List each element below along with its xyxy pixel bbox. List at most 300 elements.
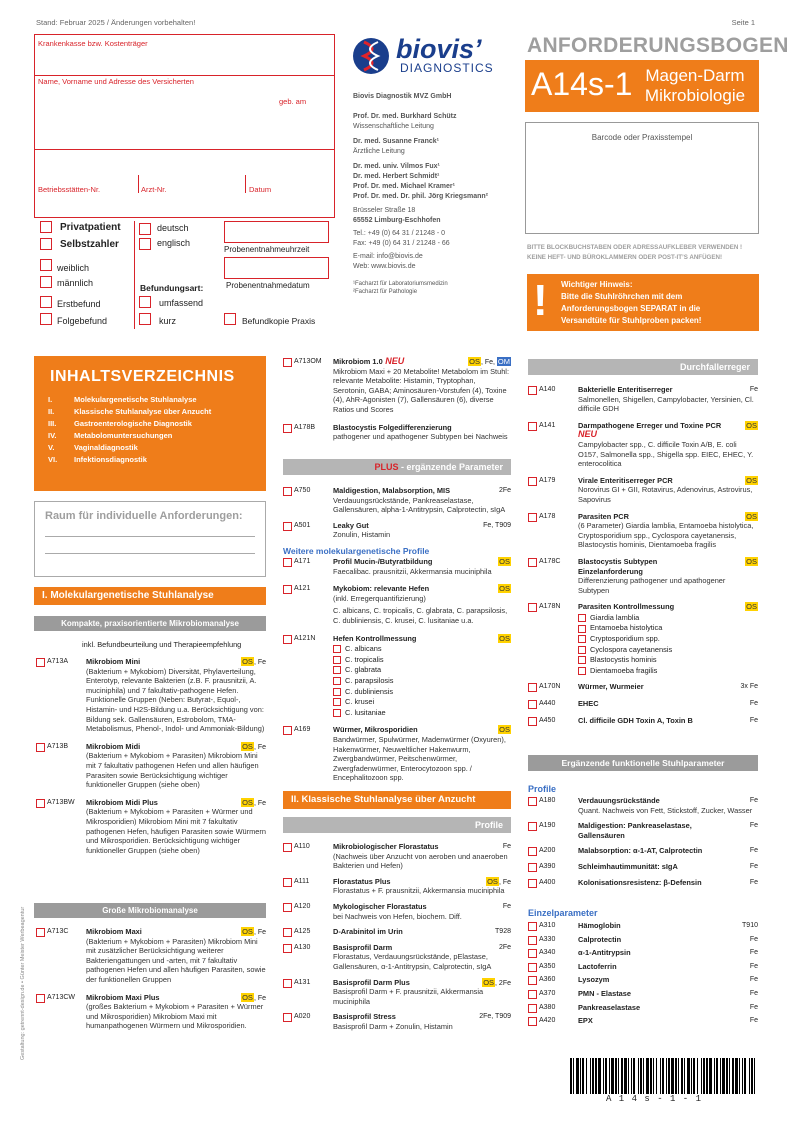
toc-num: III. (48, 419, 57, 428)
tag-text: Fe (749, 847, 758, 855)
item-title: Leaky Gut (333, 520, 369, 530)
barcode-bar (590, 1058, 591, 1094)
item-desc: Bandwürmer, Spulwürmer, Madenwürmer (Oxyuren), Hakenwürmer, Neuweltlicher Hakenwurm, Zwergbandwürmer, Peitschenwürmer, Zwergfadenwürmer, Enterocytozoon spp. / Encephalitozoon spp. (333, 734, 506, 783)
barcode-bar (611, 1058, 614, 1094)
sub-checkbox[interactable] (578, 614, 586, 622)
toc-label: Klassische Stuhlanalyse über Anzucht (74, 407, 212, 416)
sub-option[interactable] (333, 687, 511, 697)
warning-3: Versandtüte für Stuhlproben packen! (561, 316, 702, 325)
logo-sub: DIAGNOSTICS (400, 61, 494, 75)
sub-label: Cryptosporidium spp. (590, 634, 660, 644)
request-item[interactable] (528, 935, 758, 945)
item-code: A713CW (47, 993, 76, 1001)
request-item[interactable] (36, 657, 266, 734)
item-title: Würmer, Mikrosporidien (333, 725, 418, 735)
os-badge: OS (746, 475, 757, 485)
om-badge: OM (497, 357, 510, 366)
sub-checkbox[interactable] (333, 688, 341, 696)
item-tag (745, 557, 758, 568)
request-item[interactable] (283, 357, 511, 415)
profile-header-mid: Profile (283, 817, 511, 833)
kurz-option[interactable]: kurz (139, 313, 176, 325)
item-code: A713B (47, 742, 69, 750)
request-item[interactable] (283, 486, 511, 515)
kurz-checkbox[interactable] (139, 313, 151, 325)
item-code: A110 (294, 843, 310, 850)
toc-num: IV. (48, 431, 57, 440)
sub-option[interactable] (333, 655, 511, 665)
tag-text: Fe (749, 949, 758, 957)
request-item[interactable] (528, 699, 758, 709)
status-line: Stand: Februar 2025 / Änderungen vorbehalten! (36, 18, 196, 27)
item-checkbox[interactable] (283, 928, 292, 937)
tag-text: Fe (749, 962, 758, 970)
item-code: A750 (294, 487, 311, 494)
item-code: A178 (539, 512, 556, 520)
weiblich-checkbox[interactable] (40, 259, 52, 271)
item-code: A131 (294, 978, 311, 986)
request-item[interactable] (528, 682, 758, 692)
sub-checkbox[interactable] (333, 709, 341, 717)
request-item[interactable] (528, 602, 758, 675)
item-tag (482, 978, 511, 989)
request-item[interactable] (283, 725, 511, 783)
umfassend-option[interactable]: umfassend (139, 296, 203, 308)
item-title: Mikrobiom Maxi (86, 927, 142, 936)
barcode-stamp-label: Barcode oder Praxisstempel (591, 133, 693, 142)
erst-option[interactable]: Erstbefund (40, 296, 101, 308)
item-desc: (6 Parameter) Giardia lamblia, Entamoeba histolytica, Cryptosporidium spp., Cyclospora cayetanensis, Blastocystis hominis, Dientamoeba fragilis (578, 521, 754, 550)
item-checkbox[interactable] (528, 477, 537, 486)
barcode-bar (576, 1058, 579, 1094)
item-code: A713BW (47, 798, 75, 806)
toc-item (48, 418, 266, 430)
maennlich-option[interactable]: männlich (40, 276, 93, 288)
request-item[interactable] (528, 716, 758, 726)
item-checkbox[interactable] (36, 928, 45, 937)
item-checkbox[interactable] (36, 994, 45, 1003)
barcode-bar (749, 1058, 750, 1094)
toc-list (48, 394, 266, 466)
plus-label: PLUS (374, 462, 399, 472)
item-desc: pathogener und apathogener Subtypen bei Nachweis (333, 432, 508, 442)
logo-name: biovis’ (396, 34, 482, 64)
form-code-box (525, 60, 759, 112)
item-tag (241, 742, 266, 753)
deutsch-checkbox[interactable] (139, 223, 151, 235)
lab-tel: Tel.: +49 (0) 64 31 / 21248 - 0 (353, 230, 446, 237)
sub-checkbox[interactable] (333, 677, 341, 685)
form-sub2: Mikrobiologie (644, 86, 746, 105)
kopie-checkbox[interactable] (224, 313, 236, 325)
form-code: A14s-1 (531, 66, 633, 102)
barcode-bar (722, 1058, 725, 1094)
barcode-bar (631, 1058, 632, 1094)
request-item[interactable] (528, 862, 758, 872)
request-item[interactable] (528, 948, 758, 958)
item-code: A141 (539, 421, 556, 429)
item-checkbox[interactable] (528, 558, 537, 567)
item-checkbox[interactable] (36, 658, 45, 667)
sub-checkbox[interactable] (578, 646, 586, 654)
barcode-bar (615, 1058, 617, 1094)
form-title: ANFORDERUNGSBOGEN (527, 34, 789, 57)
tag-text: Fe (749, 1003, 758, 1011)
request-item[interactable] (283, 927, 511, 937)
item-checkbox[interactable] (528, 990, 537, 999)
sub-checkbox[interactable] (333, 666, 341, 674)
item-checkbox[interactable] (528, 847, 537, 856)
item-title: D-Arabinitol im Urin (333, 927, 403, 937)
item-code: A178B (294, 423, 316, 431)
tag-text: 2Fe (498, 943, 511, 951)
item-checkbox[interactable] (283, 726, 292, 735)
item-checkbox[interactable] (528, 936, 537, 945)
request-item[interactable] (283, 634, 511, 718)
item-code: A713A (47, 658, 69, 665)
section-1-header: I. Molekulargenetische Stuhlanalyse (34, 587, 266, 605)
sub-checkbox[interactable] (578, 667, 586, 675)
item-checkbox[interactable] (528, 1004, 537, 1013)
tag-text: , Fe (253, 994, 266, 1002)
request-item[interactable] (528, 476, 758, 505)
datum-field[interactable] (224, 257, 329, 279)
request-item[interactable] (36, 993, 266, 1031)
request-item[interactable] (528, 557, 758, 595)
item-code: A190 (539, 822, 556, 830)
request-item[interactable] (528, 846, 758, 856)
item-title: Verdauungsrückstände (578, 796, 660, 805)
item-checkbox[interactable] (528, 717, 537, 726)
barcode-bar (618, 1058, 619, 1094)
barcode-bar (744, 1058, 746, 1094)
barcode-bar (605, 1058, 607, 1094)
item-checkbox[interactable] (528, 386, 537, 395)
folge-checkbox[interactable] (40, 313, 52, 325)
os-badge: OS (746, 602, 757, 612)
item-desc: (inkl. Erregerquantifizierung) (333, 593, 426, 603)
item-checkbox[interactable] (528, 513, 537, 522)
item-tag (241, 798, 266, 809)
request-item[interactable] (36, 927, 266, 985)
item-code: A380 (539, 1003, 556, 1011)
tag-text: , Fe (253, 659, 266, 666)
os-badge: OS (483, 977, 495, 987)
barcode-bar (751, 1058, 753, 1094)
sub-checkbox[interactable] (578, 635, 586, 643)
page-number: Seite 1 (731, 18, 755, 27)
request-item[interactable] (528, 1016, 758, 1026)
item-checkbox[interactable] (283, 1013, 292, 1022)
item-title: Parasiten PCR (578, 511, 629, 521)
os-badge: OS (746, 511, 757, 521)
barcode-bar (586, 1058, 587, 1094)
item-code: A200 (539, 847, 556, 855)
item-checkbox[interactable] (528, 797, 537, 806)
privat-option[interactable]: Privatpatient (40, 221, 121, 233)
weiblich-option[interactable]: weiblich (40, 259, 89, 271)
sub-label: C. glabrata (345, 665, 382, 675)
section-2-header: II. Klassische Stuhlanalyse über Anzucht (283, 791, 511, 809)
sub-checkbox[interactable] (333, 698, 341, 706)
item-title: EHEC (578, 699, 599, 709)
item-title: Basisprofil Stress (333, 1012, 396, 1022)
privat-checkbox[interactable] (40, 221, 52, 233)
item-checkbox[interactable] (283, 522, 292, 531)
item-checkbox[interactable] (528, 1017, 537, 1026)
item-tag (750, 989, 758, 999)
item-title: α-1-Antitrypsin (578, 948, 631, 958)
tag-text: Fe, T909 (483, 521, 511, 529)
lab-p2r: Ärztliche Leitung (353, 148, 405, 155)
item-checkbox[interactable] (528, 700, 537, 709)
deutsch-option[interactable]: deutsch (139, 223, 189, 235)
sub-checkbox[interactable] (578, 625, 586, 633)
item-tag (750, 699, 758, 709)
request-item[interactable] (283, 877, 511, 896)
request-item[interactable] (283, 557, 511, 576)
os-badge: OS (242, 741, 253, 751)
item-desc: (Bakterium + Mykobiom) Diversität, Phylaverteilung, Enterotyp, relevante Bakterien (z.B. F. prausnitzii, A. muciniphila) und 7 fakultativ-pathogene Hefen. Funktionelle Gruppen (Neben: Butyrat-, Equol-, Histamin- und H2S-Bildung u.a. Berücksichtigung von: Bildung sek. Gallensäuren, Estrobolom, TMA-Metabolismus, Phenol-, Indol- und Ammoniak-Bildung) (86, 666, 265, 734)
barcode-text: A 1 4 s - 1 - 1 (606, 1094, 703, 1104)
item-tag (468, 357, 511, 368)
request-item[interactable] (528, 421, 758, 469)
sub-option[interactable] (578, 666, 758, 676)
umfassend-checkbox[interactable] (139, 296, 151, 308)
item-checkbox[interactable] (283, 878, 292, 887)
item-code: A440 (539, 700, 556, 708)
englisch-checkbox[interactable] (139, 238, 151, 250)
item-title: Profil Mucin-/Butyratbildung (333, 557, 433, 566)
item-checkbox[interactable] (36, 743, 45, 752)
request-item[interactable] (36, 798, 266, 856)
sub-label: C. tropicalis (345, 654, 384, 664)
warning-box (527, 274, 759, 331)
item-title: Basisprofil Darm (333, 942, 393, 952)
sub-label: Blastocystis hominis (590, 655, 657, 665)
request-item[interactable] (283, 842, 511, 871)
item-tag (495, 927, 511, 937)
kopie-option[interactable]: Befundkopie Praxis (224, 313, 315, 325)
item-desc: (Bakterium + Mykobiom + Parasiten) Mikrobiom Mini mit 7 fakultativ pathogenen Hefen und allen häufigen Parasiten sowie Berücksichtigung wichtiger funktioneller Gruppen (siehe oben) (86, 751, 259, 790)
request-item[interactable] (283, 584, 511, 625)
request-item[interactable] (528, 385, 758, 414)
barcode-stamp-box[interactable] (525, 122, 759, 234)
plus-header (283, 459, 511, 475)
sub-option[interactable] (333, 697, 511, 707)
request-item[interactable] (528, 512, 758, 550)
item-desc: Mikrobiom Maxi + 20 Metabolite! Metabolom im Stuhl: relevante Metabolite: Histamin, Tryptophan, Serotonin, GABA; Aminosäuren-Vorstufen (4), Toxine (4), AhR-Agonisten (7), Gallensäuren (6), diverse Ratios und Scores (333, 366, 510, 414)
individual-requests-box[interactable] (34, 501, 266, 577)
tag-text: 2Fe, T909 (479, 1013, 511, 1021)
item-checkbox[interactable] (283, 558, 292, 567)
request-item[interactable] (528, 975, 758, 985)
item-checkbox[interactable] (528, 976, 537, 985)
sub-option[interactable] (333, 708, 511, 718)
item-title: Mikrobiologischer Florastatus (333, 842, 439, 851)
item-title: PMN - Elastase (578, 988, 631, 998)
item-code: A713OM (294, 358, 322, 365)
patient-box[interactable] (34, 34, 335, 218)
sub-option[interactable] (578, 623, 758, 633)
left-items-a (36, 657, 266, 863)
request-item[interactable] (283, 423, 511, 442)
lab-p3: Dr. med. univ. Vilmos Fux¹ (353, 163, 440, 170)
barcode-bar (624, 1058, 627, 1094)
item-tag (499, 486, 511, 496)
request-item[interactable] (283, 521, 511, 540)
barcode-bar (603, 1058, 604, 1094)
item-title: Mikrobiom Midi Plus (86, 797, 158, 807)
toc-num: VI. (48, 455, 58, 464)
folge-option[interactable]: Folgebefund (40, 313, 107, 325)
ergaenzend-header: Ergänzende funktionelle Stuhlparameter (528, 755, 758, 771)
item-checkbox[interactable] (283, 979, 292, 988)
note-2: KEINE HEFT- UND BÜROKLAMMERN ODER POST-IT’S ANFÜGEN! (527, 254, 723, 261)
sub-checkbox[interactable] (333, 645, 341, 653)
tag-text: Fe (502, 902, 511, 910)
barcode-bar (621, 1058, 623, 1094)
sub-option[interactable] (578, 645, 758, 655)
item-checkbox[interactable] (528, 949, 537, 958)
tag-text: Fe (749, 862, 758, 870)
os-badge: OS (499, 725, 510, 735)
barcode-bar (742, 1058, 743, 1094)
item-checkbox[interactable] (283, 843, 292, 852)
item-tag (745, 602, 758, 613)
item-checkbox[interactable] (528, 822, 537, 831)
item-title: Cl. difficile GDH Toxin A, Toxin B (578, 715, 693, 725)
request-item[interactable] (283, 943, 511, 972)
datum-label: Probenentnahmedatum (226, 281, 310, 290)
item-checkbox[interactable] (528, 683, 537, 692)
sub-option[interactable] (578, 655, 758, 665)
tag-text: Fe (749, 700, 758, 708)
item-title: Schleimhautimmunität: sIgA (578, 861, 678, 871)
item-desc: Florastatus, Verdauungsrückstände, pElastase, Gallensäuren, α-1-Antitrypsin, Calprotectin, sIgA (333, 952, 492, 971)
barcode-bar (646, 1058, 649, 1094)
barcode-bar (684, 1058, 685, 1094)
request-item[interactable] (528, 921, 758, 931)
item-checkbox[interactable] (528, 422, 537, 431)
item-desc: Basisprofil Darm + Zonulin, Histamin (333, 1021, 453, 1031)
new-badge: NEU (578, 429, 598, 440)
item-checkbox[interactable] (283, 487, 292, 496)
barcode-bar (638, 1058, 639, 1094)
sub-option[interactable] (578, 634, 758, 644)
request-item[interactable] (528, 962, 758, 972)
erst-checkbox[interactable] (40, 296, 52, 308)
item-checkbox[interactable] (283, 903, 292, 912)
item-checkbox[interactable] (283, 635, 292, 644)
item-checkbox[interactable] (528, 879, 537, 888)
form-sub1: Magen-Darm (645, 66, 745, 85)
item-title: Parasiten Kontrollmessung (578, 602, 675, 612)
warning-1: Bitte die Stuhlröhrchen mit dem (561, 292, 683, 301)
barcode-bar (653, 1058, 654, 1094)
request-item[interactable] (283, 1012, 511, 1031)
item-checkbox[interactable] (283, 944, 292, 953)
note-1: BITTE BLOCKBUCHSTABEN ODER ADRESSAUFKLEBER VERWENDEN ! (527, 244, 743, 251)
uhrzeit-field[interactable] (224, 221, 329, 243)
request-item[interactable] (283, 978, 511, 1007)
tag-text: 2Fe (498, 487, 511, 494)
item-tag (745, 421, 758, 432)
sub-option[interactable] (333, 665, 511, 675)
item-checkbox[interactable] (528, 863, 537, 872)
maennlich-checkbox[interactable] (40, 276, 52, 288)
tag-text: Fe (749, 822, 758, 830)
request-item[interactable] (528, 878, 758, 888)
item-title: Mikrobiom Maxi Plus (86, 992, 160, 1002)
mid-plus-items (283, 486, 511, 546)
request-item[interactable] (528, 796, 758, 815)
barcode-bar (681, 1058, 683, 1094)
item-checkbox[interactable] (528, 922, 537, 931)
request-item[interactable] (528, 989, 758, 999)
item-checkbox[interactable] (283, 585, 292, 594)
barcode-bar (726, 1058, 728, 1094)
item-desc: (Bakterium + Mykobiom + Parasiten + Würmer und Mikrosporidien) Mikrobiom Mini mit 7 fakultativ pathogenen Hefen, häufigen Parasiten sowie Würmern und Mikrosporidien. Berücksichtigung wichtiger funktioneller Gruppen (siehe oben) (86, 807, 266, 855)
item-code: A170N (539, 683, 561, 691)
englisch-option[interactable]: englisch (139, 238, 190, 250)
item-title: EPX (578, 1016, 593, 1026)
request-item[interactable] (283, 902, 511, 921)
lab-mail: E-mail: info@biovis.de (353, 253, 423, 260)
item-code: A130 (294, 943, 311, 951)
request-item[interactable] (528, 821, 758, 840)
barcode-bar (592, 1058, 594, 1094)
side-credit: Gestaltung: getrennt-design.de • Günter Meister Werbeagentur (20, 906, 26, 1060)
item-checkbox[interactable] (528, 603, 537, 612)
item-title: Blastocystis Folgedifferenzierung (333, 422, 452, 432)
sub-label: Giardia lamblia (590, 612, 640, 622)
barcode-bar (703, 1058, 705, 1094)
barcode-bar (706, 1058, 708, 1094)
lab-fax: Fax: +49 (0) 64 31 / 21248 - 66 (353, 240, 450, 247)
tag-text: Fe (749, 797, 758, 804)
item-checkbox[interactable] (283, 358, 292, 367)
sub-option[interactable] (333, 644, 511, 654)
barcode-bar (714, 1058, 715, 1094)
selbst-checkbox[interactable] (40, 238, 52, 250)
item-checkbox[interactable] (36, 799, 45, 808)
tag-text: , Fe (253, 743, 266, 751)
item-checkbox[interactable] (283, 424, 292, 433)
item-desc: bei Nachweis von Hefen, biochem. Diff. (333, 911, 462, 921)
item-tag (498, 584, 511, 595)
item-checkbox[interactable] (528, 963, 537, 972)
item-tag (750, 962, 758, 972)
sub-option[interactable] (333, 676, 511, 686)
selbst-option[interactable]: Selbstzahler (40, 238, 119, 250)
lab-p2: Dr. med. Susanne Franck¹ (353, 138, 439, 145)
item-title: Mikrobiom Midi (86, 741, 141, 751)
sub-checkbox[interactable] (578, 656, 586, 664)
request-item[interactable] (36, 742, 266, 790)
os-badge: OS (499, 557, 510, 566)
lab-p4: Dr. med. Herbert Schmidt¹ (353, 173, 440, 180)
sub-checkbox[interactable] (333, 656, 341, 664)
sub-option[interactable] (578, 613, 758, 623)
item-desc: Differenzierung pathogener und apathogener Subtypen (578, 576, 726, 595)
item-desc: Zonulin, Histamin (333, 530, 391, 540)
request-item[interactable] (528, 1003, 758, 1013)
item-code: A390 (539, 862, 556, 870)
toc-label: Gastroenterologische Diagnostik (74, 419, 192, 428)
item-tag (750, 935, 758, 945)
item-code: A400 (539, 878, 556, 886)
